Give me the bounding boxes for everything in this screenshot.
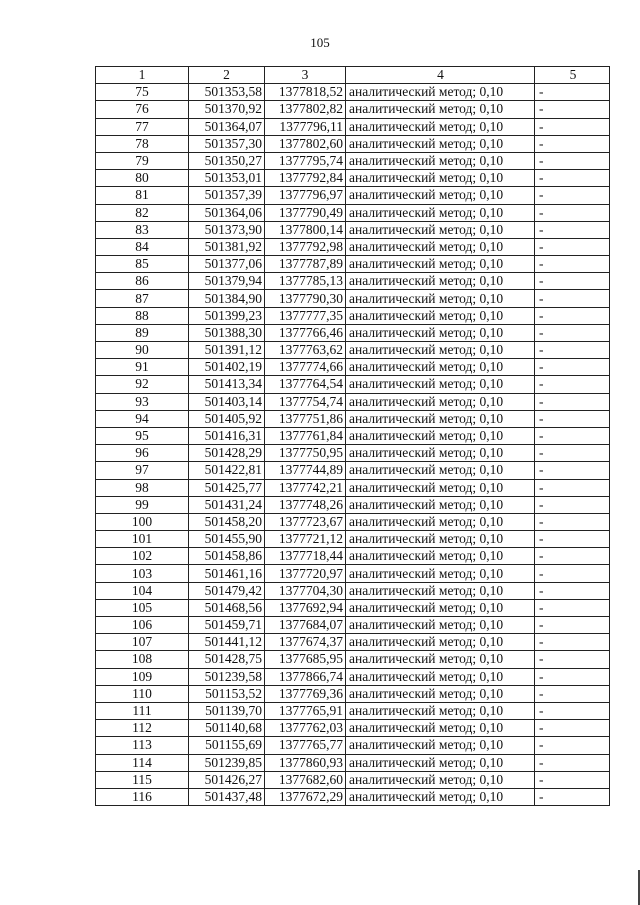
description-cell: -: [535, 410, 610, 427]
table-row: [96, 290, 610, 307]
table-row: [96, 754, 610, 771]
method-accuracy-cell: аналитический метод; 0,10: [346, 651, 535, 668]
column-header-5: 5: [535, 67, 610, 84]
method-accuracy-cell: аналитический метод; 0,10: [346, 376, 535, 393]
y-coordinate-cell: 1377785,13: [265, 273, 346, 290]
table-row: [96, 685, 610, 702]
point-number-cell: 91: [96, 359, 189, 376]
method-accuracy-cell: аналитический метод; 0,10: [346, 737, 535, 754]
description-cell: -: [535, 170, 610, 187]
x-coordinate-cell: 501377,06: [189, 256, 265, 273]
x-coordinate-cell: 501153,52: [189, 685, 265, 702]
y-coordinate-cell: 1377790,49: [265, 204, 346, 221]
method-accuracy-cell: аналитический метод; 0,10: [346, 531, 535, 548]
table-row: [96, 651, 610, 668]
table-row: [96, 238, 610, 255]
point-number-cell: 95: [96, 427, 189, 444]
table-row: [96, 668, 610, 685]
description-cell: -: [535, 290, 610, 307]
x-coordinate-cell: 501239,58: [189, 668, 265, 685]
point-number-cell: 86: [96, 273, 189, 290]
method-accuracy-cell: аналитический метод; 0,10: [346, 771, 535, 788]
y-coordinate-cell: 1377692,94: [265, 599, 346, 616]
x-coordinate-cell: 501428,75: [189, 651, 265, 668]
x-coordinate-cell: 501479,42: [189, 582, 265, 599]
point-number-cell: 75: [96, 84, 189, 101]
table-row: [96, 634, 610, 651]
x-coordinate-cell: 501353,01: [189, 170, 265, 187]
y-coordinate-cell: 1377763,62: [265, 342, 346, 359]
point-number-cell: 103: [96, 565, 189, 582]
x-coordinate-cell: 501373,90: [189, 221, 265, 238]
table-header-row: [96, 67, 610, 84]
y-coordinate-cell: 1377792,84: [265, 170, 346, 187]
x-coordinate-cell: 501140,68: [189, 720, 265, 737]
table-row: [96, 307, 610, 324]
point-number-cell: 112: [96, 720, 189, 737]
method-accuracy-cell: аналитический метод; 0,10: [346, 599, 535, 616]
method-accuracy-cell: аналитический метод; 0,10: [346, 788, 535, 805]
y-coordinate-cell: 1377684,07: [265, 617, 346, 634]
method-accuracy-cell: аналитический метод; 0,10: [346, 702, 535, 719]
point-number-cell: 90: [96, 342, 189, 359]
point-number-cell: 85: [96, 256, 189, 273]
point-number-cell: 113: [96, 737, 189, 754]
method-accuracy-cell: аналитический метод; 0,10: [346, 238, 535, 255]
y-coordinate-cell: 1377792,98: [265, 238, 346, 255]
description-cell: -: [535, 496, 610, 513]
table-row: [96, 273, 610, 290]
y-coordinate-cell: 1377766,46: [265, 324, 346, 341]
y-coordinate-cell: 1377860,93: [265, 754, 346, 771]
y-coordinate-cell: 1377720,97: [265, 565, 346, 582]
method-accuracy-cell: аналитический метод; 0,10: [346, 135, 535, 152]
description-cell: -: [535, 634, 610, 651]
y-coordinate-cell: 1377721,12: [265, 531, 346, 548]
description-cell: -: [535, 376, 610, 393]
description-cell: -: [535, 737, 610, 754]
point-number-cell: 111: [96, 702, 189, 719]
description-cell: -: [535, 238, 610, 255]
method-accuracy-cell: аналитический метод; 0,10: [346, 273, 535, 290]
point-number-cell: 80: [96, 170, 189, 187]
description-cell: -: [535, 720, 610, 737]
page-number: 105: [310, 35, 330, 50]
y-coordinate-cell: 1377744,89: [265, 462, 346, 479]
description-cell: -: [535, 582, 610, 599]
point-number-cell: 81: [96, 187, 189, 204]
y-coordinate-cell: 1377765,77: [265, 737, 346, 754]
x-coordinate-cell: 501364,06: [189, 204, 265, 221]
method-accuracy-cell: аналитический метод; 0,10: [346, 496, 535, 513]
y-coordinate-cell: 1377796,11: [265, 118, 346, 135]
description-cell: -: [535, 445, 610, 462]
method-accuracy-cell: аналитический метод; 0,10: [346, 582, 535, 599]
method-accuracy-cell: аналитический метод; 0,10: [346, 720, 535, 737]
table-row: [96, 582, 610, 599]
description-cell: -: [535, 754, 610, 771]
table-row: [96, 410, 610, 427]
table-row: [96, 324, 610, 341]
x-coordinate-cell: 501357,30: [189, 135, 265, 152]
point-number-cell: 88: [96, 307, 189, 324]
point-number-cell: 82: [96, 204, 189, 221]
x-coordinate-cell: 501458,86: [189, 548, 265, 565]
point-number-cell: 104: [96, 582, 189, 599]
table-row: [96, 788, 610, 805]
point-number-cell: 105: [96, 599, 189, 616]
method-accuracy-cell: аналитический метод; 0,10: [346, 359, 535, 376]
y-coordinate-cell: 1377787,89: [265, 256, 346, 273]
description-cell: -: [535, 479, 610, 496]
point-number-cell: 116: [96, 788, 189, 805]
table-row: [96, 565, 610, 582]
y-coordinate-cell: 1377774,66: [265, 359, 346, 376]
description-cell: -: [535, 135, 610, 152]
description-cell: -: [535, 273, 610, 290]
x-coordinate-cell: 501350,27: [189, 152, 265, 169]
table-row: [96, 101, 610, 118]
description-cell: -: [535, 342, 610, 359]
column-header-2: 2: [189, 67, 265, 84]
table-body: [96, 84, 610, 806]
description-cell: -: [535, 651, 610, 668]
description-cell: -: [535, 668, 610, 685]
x-coordinate-cell: 501441,12: [189, 634, 265, 651]
point-number-cell: 101: [96, 531, 189, 548]
method-accuracy-cell: аналитический метод; 0,10: [346, 513, 535, 530]
method-accuracy-cell: аналитический метод; 0,10: [346, 565, 535, 582]
table-row: [96, 531, 610, 548]
point-number-cell: 99: [96, 496, 189, 513]
table-row: [96, 170, 610, 187]
method-accuracy-cell: аналитический метод; 0,10: [346, 462, 535, 479]
method-accuracy-cell: аналитический метод; 0,10: [346, 634, 535, 651]
table-row: [96, 479, 610, 496]
x-coordinate-cell: 501426,27: [189, 771, 265, 788]
point-number-cell: 114: [96, 754, 189, 771]
method-accuracy-cell: аналитический метод; 0,10: [346, 256, 535, 273]
x-coordinate-cell: 501437,48: [189, 788, 265, 805]
table-row: [96, 445, 610, 462]
x-coordinate-cell: 501357,39: [189, 187, 265, 204]
description-cell: -: [535, 513, 610, 530]
method-accuracy-cell: аналитический метод; 0,10: [346, 307, 535, 324]
x-coordinate-cell: 501413,34: [189, 376, 265, 393]
x-coordinate-cell: 501399,23: [189, 307, 265, 324]
description-cell: -: [535, 187, 610, 204]
point-number-cell: 77: [96, 118, 189, 135]
x-coordinate-cell: 501155,69: [189, 737, 265, 754]
table-row: [96, 118, 610, 135]
y-coordinate-cell: 1377769,36: [265, 685, 346, 702]
description-cell: -: [535, 685, 610, 702]
point-number-cell: 107: [96, 634, 189, 651]
description-cell: -: [535, 548, 610, 565]
point-number-cell: 84: [96, 238, 189, 255]
method-accuracy-cell: аналитический метод; 0,10: [346, 170, 535, 187]
y-coordinate-cell: 1377754,74: [265, 393, 346, 410]
x-coordinate-cell: 501459,71: [189, 617, 265, 634]
point-number-cell: 78: [96, 135, 189, 152]
point-number-cell: 87: [96, 290, 189, 307]
x-coordinate-cell: 501384,90: [189, 290, 265, 307]
x-coordinate-cell: 501455,90: [189, 531, 265, 548]
point-number-cell: 76: [96, 101, 189, 118]
table-row: [96, 496, 610, 513]
y-coordinate-cell: 1377751,86: [265, 410, 346, 427]
x-coordinate-cell: 501468,56: [189, 599, 265, 616]
y-coordinate-cell: 1377764,54: [265, 376, 346, 393]
y-coordinate-cell: 1377790,30: [265, 290, 346, 307]
description-cell: -: [535, 221, 610, 238]
y-coordinate-cell: 1377795,74: [265, 152, 346, 169]
table-row: [96, 771, 610, 788]
y-coordinate-cell: 1377742,21: [265, 479, 346, 496]
x-coordinate-cell: 501381,92: [189, 238, 265, 255]
method-accuracy-cell: аналитический метод; 0,10: [346, 427, 535, 444]
description-cell: -: [535, 101, 610, 118]
y-coordinate-cell: 1377761,84: [265, 427, 346, 444]
x-coordinate-cell: 501379,94: [189, 273, 265, 290]
point-number-cell: 79: [96, 152, 189, 169]
y-coordinate-cell: 1377802,82: [265, 101, 346, 118]
description-cell: -: [535, 617, 610, 634]
description-cell: -: [535, 256, 610, 273]
method-accuracy-cell: аналитический метод; 0,10: [346, 204, 535, 221]
description-cell: -: [535, 788, 610, 805]
point-number-cell: 89: [96, 324, 189, 341]
y-coordinate-cell: 1377723,67: [265, 513, 346, 530]
point-number-cell: 110: [96, 685, 189, 702]
description-cell: -: [535, 771, 610, 788]
method-accuracy-cell: аналитический метод; 0,10: [346, 754, 535, 771]
x-coordinate-cell: 501370,92: [189, 101, 265, 118]
description-cell: -: [535, 307, 610, 324]
y-coordinate-cell: 1377800,14: [265, 221, 346, 238]
x-coordinate-cell: 501428,29: [189, 445, 265, 462]
column-header-4: 4: [346, 67, 535, 84]
method-accuracy-cell: аналитический метод; 0,10: [346, 617, 535, 634]
description-cell: -: [535, 118, 610, 135]
x-coordinate-cell: 501458,20: [189, 513, 265, 530]
x-coordinate-cell: 501416,31: [189, 427, 265, 444]
table-row: [96, 152, 610, 169]
method-accuracy-cell: аналитический метод; 0,10: [346, 118, 535, 135]
description-cell: -: [535, 462, 610, 479]
x-coordinate-cell: 501239,85: [189, 754, 265, 771]
table-row: [96, 462, 610, 479]
y-coordinate-cell: 1377685,95: [265, 651, 346, 668]
table-row: [96, 548, 610, 565]
table-row: [96, 427, 610, 444]
y-coordinate-cell: 1377704,30: [265, 582, 346, 599]
y-coordinate-cell: 1377750,95: [265, 445, 346, 462]
point-number-cell: 92: [96, 376, 189, 393]
y-coordinate-cell: 1377748,26: [265, 496, 346, 513]
table-row: [96, 221, 610, 238]
description-cell: -: [535, 565, 610, 582]
description-cell: -: [535, 702, 610, 719]
table-row: [96, 359, 610, 376]
x-coordinate-cell: 501353,58: [189, 84, 265, 101]
coordinates-table: [95, 66, 610, 806]
point-number-cell: 98: [96, 479, 189, 496]
method-accuracy-cell: аналитический метод; 0,10: [346, 479, 535, 496]
x-coordinate-cell: 501388,30: [189, 324, 265, 341]
description-cell: -: [535, 531, 610, 548]
table-row: [96, 599, 610, 616]
y-coordinate-cell: 1377802,60: [265, 135, 346, 152]
table-row: [96, 135, 610, 152]
description-cell: -: [535, 599, 610, 616]
x-coordinate-cell: 501425,77: [189, 479, 265, 496]
description-cell: -: [535, 204, 610, 221]
method-accuracy-cell: аналитический метод; 0,10: [346, 101, 535, 118]
table-row: [96, 513, 610, 530]
method-accuracy-cell: аналитический метод; 0,10: [346, 410, 535, 427]
table-row: [96, 256, 610, 273]
column-header-1: 1: [96, 67, 189, 84]
method-accuracy-cell: аналитический метод; 0,10: [346, 668, 535, 685]
method-accuracy-cell: аналитический метод; 0,10: [346, 187, 535, 204]
method-accuracy-cell: аналитический метод; 0,10: [346, 445, 535, 462]
point-number-cell: 109: [96, 668, 189, 685]
y-coordinate-cell: 1377866,74: [265, 668, 346, 685]
point-number-cell: 106: [96, 617, 189, 634]
description-cell: -: [535, 427, 610, 444]
point-number-cell: 93: [96, 393, 189, 410]
description-cell: -: [535, 359, 610, 376]
method-accuracy-cell: аналитический метод; 0,10: [346, 221, 535, 238]
point-number-cell: 115: [96, 771, 189, 788]
y-coordinate-cell: 1377777,35: [265, 307, 346, 324]
method-accuracy-cell: аналитический метод; 0,10: [346, 393, 535, 410]
method-accuracy-cell: аналитический метод; 0,10: [346, 324, 535, 341]
point-number-cell: 96: [96, 445, 189, 462]
x-coordinate-cell: 501402,19: [189, 359, 265, 376]
table-row: [96, 702, 610, 719]
table-row: [96, 617, 610, 634]
point-number-cell: 94: [96, 410, 189, 427]
description-cell: -: [535, 84, 610, 101]
x-coordinate-cell: 501364,07: [189, 118, 265, 135]
table-row: [96, 720, 610, 737]
table-row: [96, 393, 610, 410]
column-header-3: 3: [265, 67, 346, 84]
y-coordinate-cell: 1377762,03: [265, 720, 346, 737]
method-accuracy-cell: аналитический метод; 0,10: [346, 548, 535, 565]
y-coordinate-cell: 1377674,37: [265, 634, 346, 651]
x-coordinate-cell: 501403,14: [189, 393, 265, 410]
y-coordinate-cell: 1377796,97: [265, 187, 346, 204]
x-coordinate-cell: 501431,24: [189, 496, 265, 513]
y-coordinate-cell: 1377682,60: [265, 771, 346, 788]
table-row: [96, 342, 610, 359]
y-coordinate-cell: 1377718,44: [265, 548, 346, 565]
table-row: [96, 376, 610, 393]
point-number-cell: 102: [96, 548, 189, 565]
method-accuracy-cell: аналитический метод; 0,10: [346, 685, 535, 702]
description-cell: -: [535, 324, 610, 341]
method-accuracy-cell: аналитический метод; 0,10: [346, 84, 535, 101]
y-coordinate-cell: 1377818,52: [265, 84, 346, 101]
x-coordinate-cell: 501391,12: [189, 342, 265, 359]
point-number-cell: 97: [96, 462, 189, 479]
table-row: [96, 204, 610, 221]
description-cell: -: [535, 393, 610, 410]
table-row: [96, 737, 610, 754]
point-number-cell: 100: [96, 513, 189, 530]
point-number-cell: 83: [96, 221, 189, 238]
x-coordinate-cell: 501422,81: [189, 462, 265, 479]
method-accuracy-cell: аналитический метод; 0,10: [346, 152, 535, 169]
y-coordinate-cell: 1377765,91: [265, 702, 346, 719]
method-accuracy-cell: аналитический метод; 0,10: [346, 290, 535, 307]
table-row: [96, 187, 610, 204]
table-row: [96, 84, 610, 101]
x-coordinate-cell: 501139,70: [189, 702, 265, 719]
x-coordinate-cell: 501405,92: [189, 410, 265, 427]
x-coordinate-cell: 501461,16: [189, 565, 265, 582]
y-coordinate-cell: 1377672,29: [265, 788, 346, 805]
point-number-cell: 108: [96, 651, 189, 668]
description-cell: -: [535, 152, 610, 169]
method-accuracy-cell: аналитический метод; 0,10: [346, 342, 535, 359]
